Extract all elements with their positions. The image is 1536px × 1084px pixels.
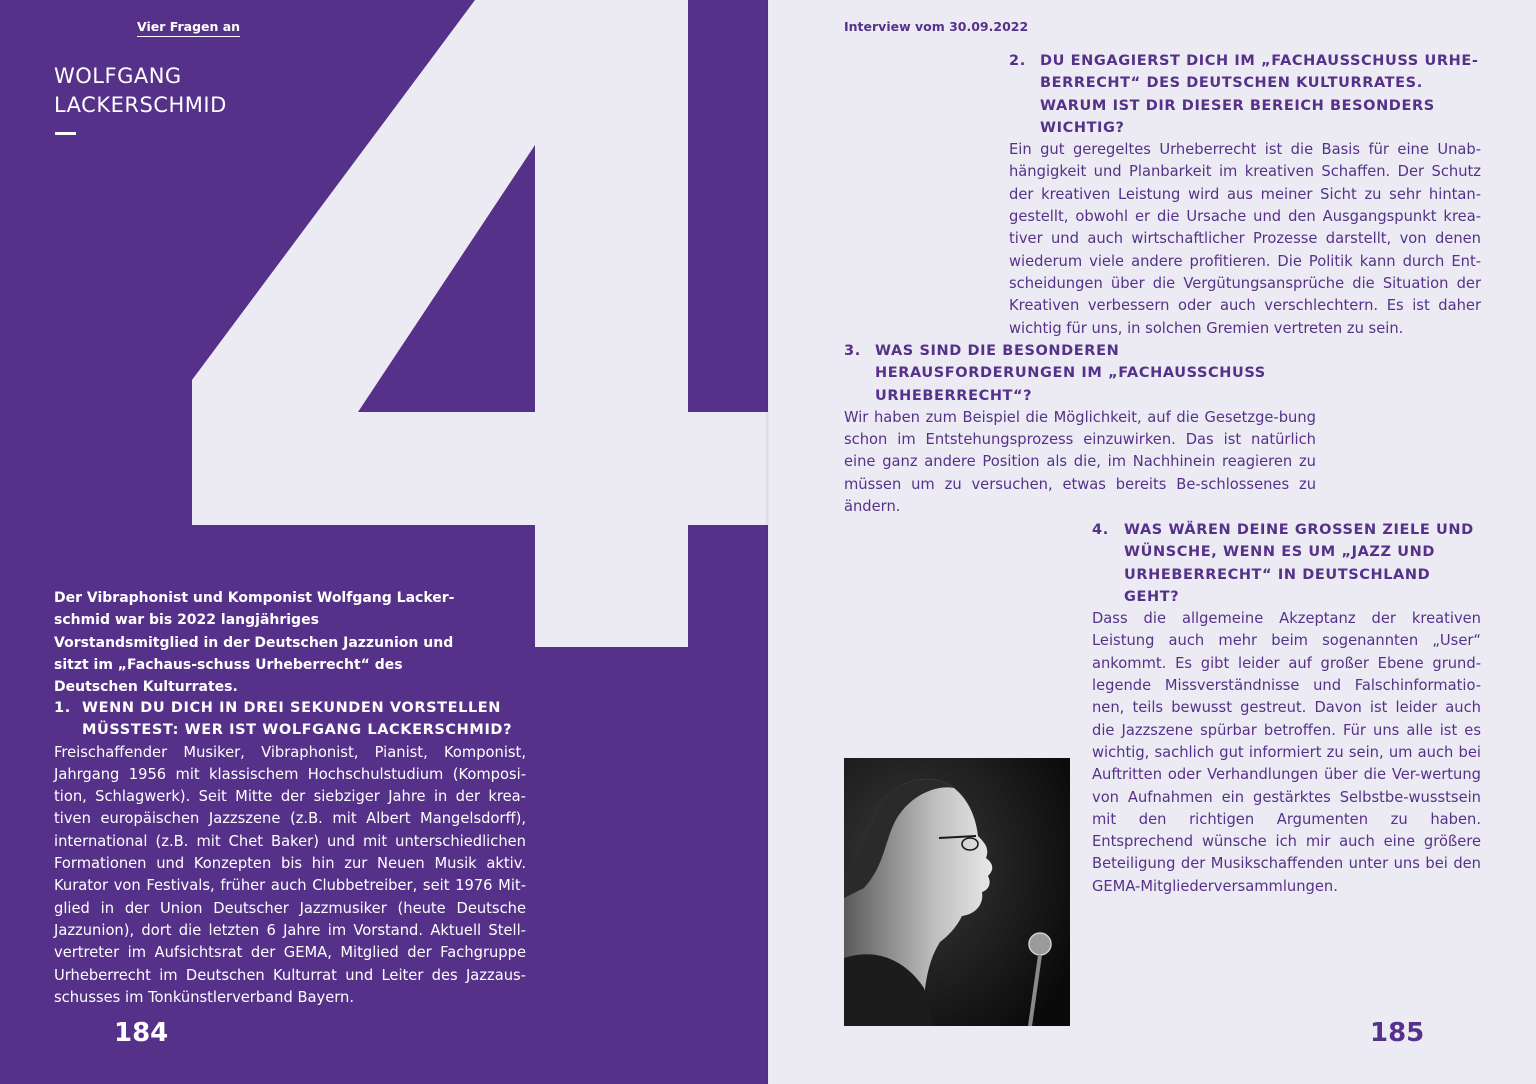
question-text: WAS WÄREN DEINE GROSSEN ZIELE UND WÜNSCHE, WENN ES UM „JAZZ UND URHEBERRECHT“ IN DEUTSCHLAND GEHT? — [1124, 522, 1474, 605]
question-heading — [1009, 50, 1481, 139]
question-heading — [54, 697, 526, 742]
question-number: 3. — [844, 343, 861, 359]
question-text: WAS SIND DIE BESONDEREN HERAUSFORDERUNGEN IM „FACHAUSSCHUSS URHEBERRECHT“? — [875, 343, 1266, 404]
question-text: WENN DU DICH IN DREI SEKUNDEN VORSTELLEN MÜSSTEST: WER IST WOLFGANG LACKERSCHMID? — [82, 700, 513, 739]
name-line-first: WOLFGANG — [54, 64, 182, 88]
answer-text: Dass die allgemeine Akzeptanz der kreativen Leistung auch mehr beim sogenannten „User“ ankommt. Es gibt leider auf großer Ebene grund-legende Missverständnisse und Falschinformatio-nen, teils bewusst gestreut. Davon ist leider auch die Jazzszene spürbar betroffen. Für uns alle ist es wichtig, sachlich gut informiert zu sein, um auch bei Auftritten oder Verhandlungen über die Ver-wertung von Aufnahmen ein gestärktes Selbstbe-wusstsein mit den richtigen Argumenten zu haben. Entsprechend wünsche ich mir auch eine größere Beteiligung der Musikschaffenden unter uns bei den GEMA-Mitgliederversammlungen. — [1092, 610, 1481, 895]
question-number: 2. — [1009, 53, 1026, 69]
question-block-1 — [54, 697, 526, 1009]
interview-date: Interview vom 30.09.2022 — [844, 19, 1029, 34]
question-block-4 — [1092, 519, 1481, 898]
question-text: DU ENGAGIERST DICH IM „FACHAUSSCHUSS URHE-BERRECHT“ DES DEUTSCHEN KULTURRATES. WARUM IST DIR DIESER BEREICH BESONDERS WICHTIG? — [1040, 53, 1479, 136]
answer-text: Ein gut geregeltes Urheberrecht ist die Basis für eine Unab-hängigkeit und Planbarkeit im kreativen Schaffen. Der Schutz der kreativen Leistung wird aus meiner Sicht zu sehr hintan-gestellt, obwohl er die Ursache und den Ausgangspunkt krea-tiver und auch wirtschaftlicher Prozesse darstellt, von denen wiederum viele andere profitieren. Die Politik kann durch Ent-scheidungen über die Vergütungsansprüche die Situation der Kreativen verbessern oder auch verschlechtern. Es ist daher wichtig für uns, in solchen Gremien vertreten zu sein. — [1009, 141, 1481, 337]
intro-paragraph: Der Vibraphonist und Komponist Wolfgang Lacker-schmid war bis 2022 langjähriges Vorstandsmitglied in der Deutschen Jazzunion und sitzt im „Fachaus-schuss Urheberrecht“ des Deutschen Kulturrates. — [54, 590, 455, 696]
interviewee-name — [54, 62, 227, 120]
page-number: 185 — [1370, 1018, 1425, 1048]
question-block-3 — [844, 340, 1316, 518]
question-number: 1. — [54, 700, 71, 716]
question-block-2 — [1009, 50, 1481, 340]
page-fold-shadow — [766, 0, 770, 1084]
answer-text: Freischaffender Musiker, Vibraphonist, Pianist, Komponist, Jahrgang 1956 mit klassischem Hochschulstudium (Komposi-tion, Schlagwerk). Seit Mitte der siebziger Jahre in der krea-tiven europäischen Jazzszene (z.B. mit Albert Mangelsdorff), international (z.B. mit Chet Baker) und mit unterschiedlichen Formationen und Konzepten bis hin zur Neuen Musik aktiv. Kurator von Festivals, früher auch Clubbetreiber, seit 1976 Mit-glied in der Union Deutscher Jazzmusiker (heute Deutsche Jazzunion), dort die letzten 6 Jahre im Vorstand. Aktuell Stell-vertreter im Aufsichtsrat der GEMA, Mitglied der Fachgruppe Urheberrecht im Deutschen Kulturrat und Leiter des Jazzaus-schusses im Tonkünstlerverband Bayern. — [54, 743, 526, 1006]
right-page — [768, 0, 1536, 1084]
question-heading — [1092, 519, 1481, 608]
microphone-head — [1029, 933, 1051, 955]
question-heading — [844, 340, 1316, 407]
name-line-last: LACKERSCHMID — [54, 93, 227, 117]
section-kicker: Vier Fragen an — [137, 19, 240, 37]
question-number: 4. — [1092, 522, 1109, 538]
page-number: 184 — [114, 1018, 169, 1048]
title-rule-divider — [55, 132, 76, 135]
portrait-photo — [844, 758, 1070, 1026]
answer-text: Wir haben zum Beispiel die Möglichkeit, auf die Gesetzge-bung schon im Entstehungsprozess einzuwirken. Das ist natürlich eine ganz andere Position als die, im Nachhinein reagieren zu müssen um zu versuchen, etwas bereits Be-schlossenes zu ändern. — [844, 408, 1316, 516]
portrait-illustration — [844, 758, 1070, 1026]
